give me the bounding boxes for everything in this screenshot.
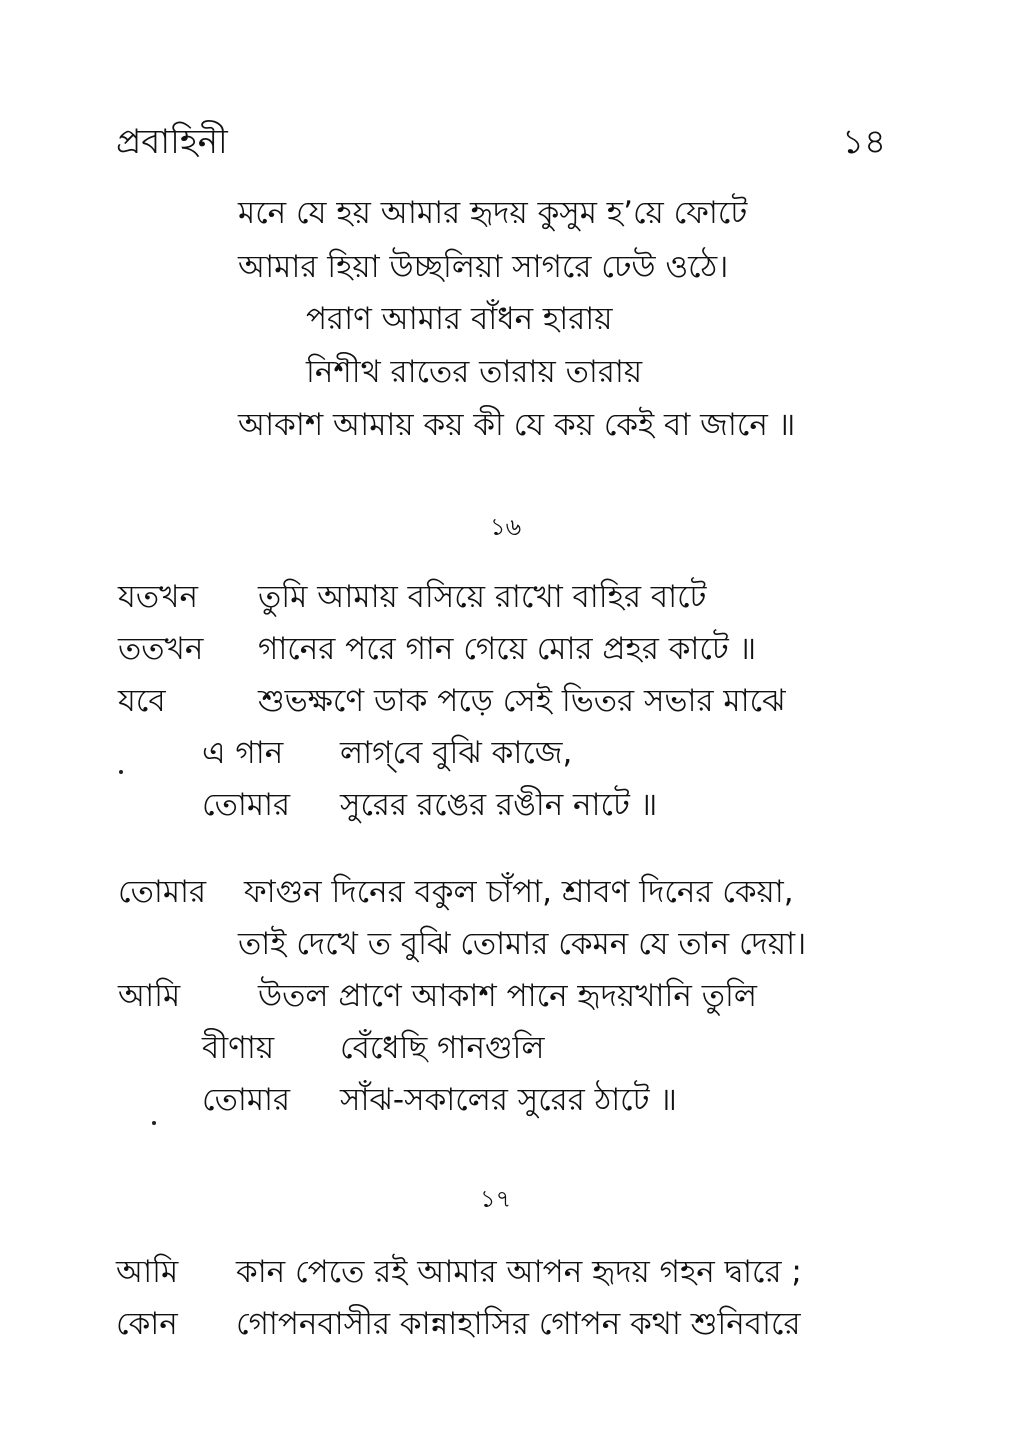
verse-line: সাঁঝ-সকালের সুরের ঠাটে ॥ — [340, 1082, 677, 1118]
line-label: যতখন — [118, 579, 198, 615]
verse-line: ফাগুন দিনের বকুল চাঁপা, শ্রাবণ দিনের কেয়া, — [244, 874, 794, 910]
verse-line: মনে যে হয় আমার হৃদয় কুসুম হ’য়ে ফোটে — [238, 195, 748, 231]
verse-line: শুভক্ষণে ডাক পড়ে সেই ভিতর সভার মাঝে — [258, 683, 786, 719]
line-label: তোমার — [202, 1082, 291, 1118]
verse-line: সুরের রঙের রঙীন নাটে ॥ — [340, 787, 658, 823]
song-number: ১৭ — [480, 1185, 512, 1213]
verse-line: তুমি আমায় বসিয়ে রাখো বাহির বাটে — [258, 579, 707, 615]
verse-line: কান পেতে রই আমার আপন হৃদয় গহন দ্বারে ; — [236, 1254, 802, 1290]
line-label: তোমার — [202, 787, 291, 823]
book-title: প্রবাহিনী — [116, 122, 228, 162]
verse-line: গোপনবাসীর কান্নাহাসির গোপন কথা শুনিবারে — [236, 1306, 801, 1342]
line-label: ততখন — [118, 631, 204, 667]
line-label: তোমার — [118, 874, 207, 910]
line-label: কোন — [116, 1306, 178, 1342]
line-label: বীণায় — [202, 1030, 275, 1066]
verse-line: লাগ্‌বে বুঝি কাজে, — [340, 735, 573, 771]
print-speck — [119, 770, 123, 774]
verse-line: বেঁধেছি গানগুলি — [340, 1030, 545, 1066]
verse-line: নিশীথ রাতের তারায় তারায় — [306, 354, 643, 390]
line-label: এ গান — [202, 735, 284, 771]
verse-line: পরাণ আমার বাঁধন হারায় — [306, 301, 613, 337]
verse-line: আকাশ আমায় কয় কী যে কয় কেই বা জানে ॥ — [238, 407, 796, 443]
page-number: ১৪ — [842, 122, 887, 162]
verse-line: গানের পরে গান গেয়ে মোর প্রহর কাটে ॥ — [258, 631, 757, 667]
line-label: যবে — [118, 683, 166, 719]
song-number: ১৬ — [490, 513, 522, 541]
print-speck — [152, 1121, 156, 1125]
line-label: আমি — [116, 1254, 179, 1290]
verse-line: উতল প্রাণে আকাশ পানে হৃদয়খানি তুলি — [258, 978, 757, 1014]
verse-line: আমার হিয়া উচ্ছলিয়া সাগরে ঢেউ ওঠে। — [238, 249, 729, 285]
verse-line: তাই দেখে ত বুঝি তোমার কেমন যে তান দেয়া। — [238, 926, 807, 962]
line-label: আমি — [118, 978, 181, 1014]
